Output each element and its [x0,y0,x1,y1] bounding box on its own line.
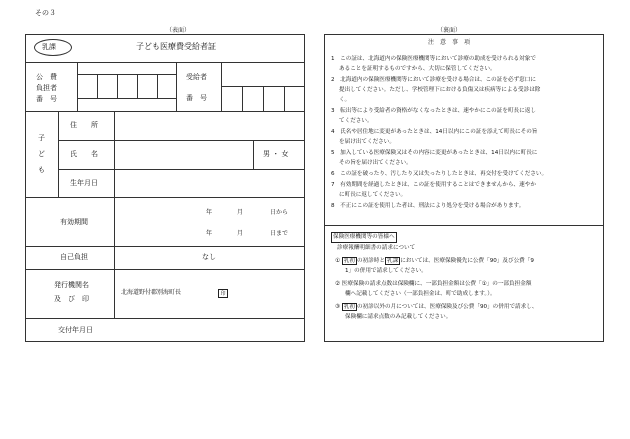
front-side-label: （表面） [166,27,191,34]
gender-options: 男 ・ 女 [263,150,289,158]
note-line-7: てください。 [339,118,373,124]
note-line-2: あることを証明するものですから、大切に保管してください。 [339,66,496,72]
payer-label-3: 番 号 [36,95,57,103]
page-label: その３ [35,9,56,17]
front-card [25,34,305,342]
back-side-label: （裏面） [437,27,462,34]
note-line-11: その旨を届け出てください。 [339,160,412,166]
front-title: 子ども医療費受給者証 [136,42,216,51]
item1-row [335,256,534,266]
item3-badge: 乳初 [343,304,355,310]
address-label: 住 所 [70,121,98,129]
note-line-3: 2 北海道内の保険医療機関等において診療を受ける場合は、この証を必ず窓口に [331,77,536,83]
note-line-14: に町長に返してください。 [339,192,407,198]
copay-value: なし [202,253,216,261]
item3-row [335,302,537,312]
box-subtitle: 診療報酬明細書の請求について [337,245,416,251]
note-line-10: 5 加入している医療保険又はその内容に変更があったときは、14日以内に町長に [331,150,538,156]
validity-from-year: 年 [206,209,213,216]
front-badge: 乳課 [42,43,56,51]
note-line-12: 6 この証を破ったり、汚したり又は失ったりしたときは、再交付を受けてください。 [331,171,548,177]
item3-num: ③ [335,304,341,310]
item1-badge-1: 乳初 [343,258,355,264]
item1-num: ① [335,258,341,264]
note-line-9: を届け出てください。 [339,139,395,145]
item2-line1: 医療保険の請求点数は保険欄に、一部負担金額は公費「①」の一部負担金額 [341,281,532,287]
note-line-1: 1 この証は、北海道内の保険医療機関等において診療の助成を受けられる対象で [331,56,536,62]
item2-line2: 欄へ記載してください（一部負担金は、町で助成します。）。 [345,291,496,297]
validity-from-month: 月 [237,209,244,216]
recipient-label-1: 受給者 [186,73,207,81]
note-line-6: 3 転出等により受給者の資格がなくなったときは、速やかにこの証を町長に返し [331,108,536,114]
note-line-13: 7 有効期間を経過したときは、この証を使用することはできませんから、速やか [331,182,536,188]
validity-to-day: 日まで [270,230,289,237]
issuer-seal: 印 [218,289,228,298]
issuer-value: 北海道野付郡別海町長 [121,289,182,296]
payer-label-1: 公 費 [36,73,57,81]
item3-line2: 保険欄に請求点数のみ記載してください。 [345,314,452,320]
birth-label: 生年月日 [70,179,98,187]
note-line-5: く。 [339,97,351,103]
box-title: 保険医療機関等の皆様へ [331,232,397,243]
issue-date-label: 交付年月日 [58,326,93,334]
issuer-label-1: 発行機関名 [54,281,89,289]
back-title: 注 意 事 項 [428,39,471,46]
item1-line2: 1」の併用で請求してください。 [345,268,427,274]
name-label: 氏 名 [70,150,98,158]
payer-label-2: 負担者 [36,84,57,92]
child-char-3: も [38,166,45,174]
child-char-2: ど [38,150,45,158]
recipient-label-2: 番 号 [186,94,207,102]
back-card [324,34,604,342]
item1-badge-2: 乳課 [386,258,399,264]
item1-mid: の初診時と [357,258,385,264]
note-line-15: 8 不正にこの証を使用した者は、刑法により処分を受ける場合があります。 [331,203,525,209]
child-char-1: 子 [38,134,45,142]
item2-num: ② [335,281,341,287]
copay-label: 自己負担 [60,253,88,261]
validity-label: 有効期間 [60,218,88,226]
issuer-label-2: 及 び 印 [54,295,89,303]
item2-row [335,279,531,289]
note-line-8: 4 氏名や居住地に変更があったときは、14日以内にこの証を添えて町長にその旨 [331,129,538,135]
item1-rest: においては、医療保険優先に公費「90」及び公費「9 [400,258,534,264]
validity-to-month: 月 [237,230,244,237]
validity-to-year: 年 [206,230,213,237]
item3-rest: の初診以外の月については、医療保険及び公費「90」の併用で請求し、 [357,304,538,310]
validity-from-day: 日から [270,209,289,216]
note-line-4: 提出してください。ただし、学校管理下における負傷又は疾病等による受診は除 [339,87,541,93]
